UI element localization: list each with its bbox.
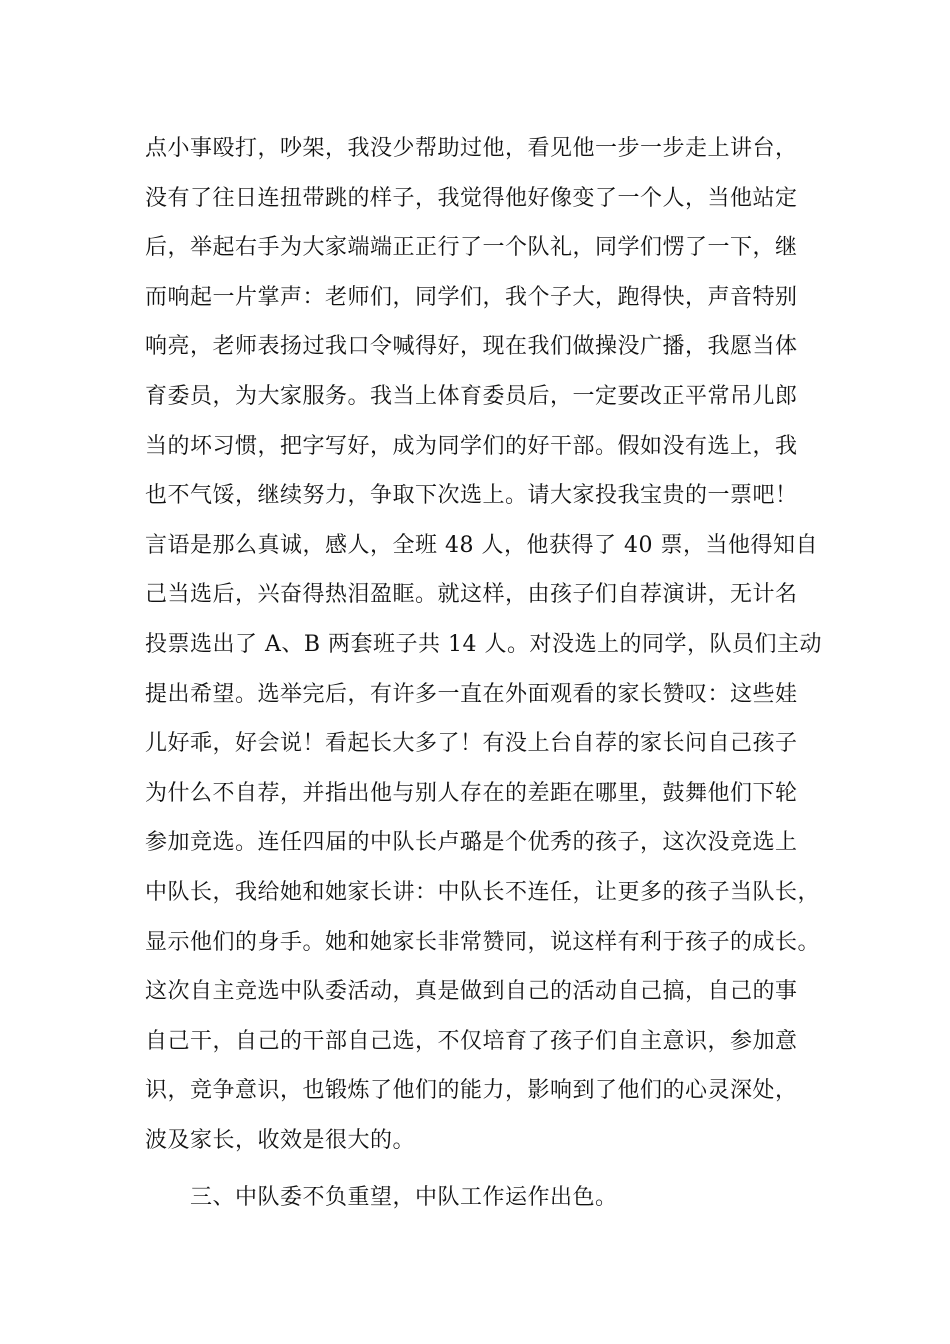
text-line: 提出希望。选举完后，有许多一直在外面观看的家长赞叹：这些娃 (145, 681, 798, 707)
text-line: 投票选出了 A、B 两套班子共 14 人。对没选上的同学，队员们主动 (145, 631, 823, 657)
text-line: 言语是那么真诚，感人，全班 48 人，他获得了 40 票，当他得知自 (145, 532, 818, 558)
text-line: 识，竞争意识，也锻炼了他们的能力，影响到了他们的心灵深处， (145, 1078, 798, 1104)
text-line: 后，举起右手为大家端端正正行了一个队礼，同学们愣了一下，继 (145, 235, 798, 261)
text-line: 己当选后，兴奋得热泪盈眶。就这样，由孩子们自荐演讲，无计名 (145, 582, 798, 608)
text-line: 自己干，自己的干部自己选，不仅培育了孩子们自主意识，参加意 (145, 1028, 798, 1054)
text-line: 这次自主竞选中队委活动，真是做到自己的活动自己搞，自己的事 (145, 979, 798, 1005)
text-line: 没有了往日连扭带跳的样子，我觉得他好像变了一个人，当他站定 (145, 185, 798, 211)
text-line: 而响起一片掌声：老师们，同学们，我个子大，跑得快，声音特别 (145, 284, 798, 310)
text-line: 参加竞选。连任四届的中队长卢璐是个优秀的孩子，这次没竞选上 (145, 830, 798, 856)
text-line: 为什么不自荐，并指出他与别人存在的差距在哪里，鼓舞他们下轮 (145, 780, 798, 806)
text-line: 响亮，老师表扬过我口令喊得好，现在我们做操没广播，我愿当体 (145, 334, 798, 360)
text-line: 儿好乖，好会说！看起长大多了！有没上台自荐的家长问自己孩子 (145, 731, 798, 757)
text-line: 也不气馁，继续努力，争取下次选上。请大家投我宝贵的一票吧！ (145, 483, 798, 509)
text-line: 当的坏习惯，把字写好，成为同学们的好干部。假如没有选上，我 (145, 433, 798, 459)
text-line: 点小事殴打，吵架，我没少帮助过他，看见他一步一步走上讲台， (145, 136, 798, 161)
section-heading: 三、中队委不负重望，中队工作运作出色。 (190, 1185, 618, 1210)
text-line: 显示他们的身手。她和她家长非常赞同，说这样有利于孩子的成长。 (145, 929, 821, 955)
text-line: 育委员，为大家服务。我当上体育委员后，一定要改正平常吊儿郎 (145, 383, 798, 409)
text-line: 波及家长，收效是很大的。 (145, 1127, 416, 1153)
body-paragraph (145, 124, 835, 1165)
text-line: 中队长，我给她和她家长讲：中队长不连任，让更多的孩子当队长， (145, 879, 821, 905)
